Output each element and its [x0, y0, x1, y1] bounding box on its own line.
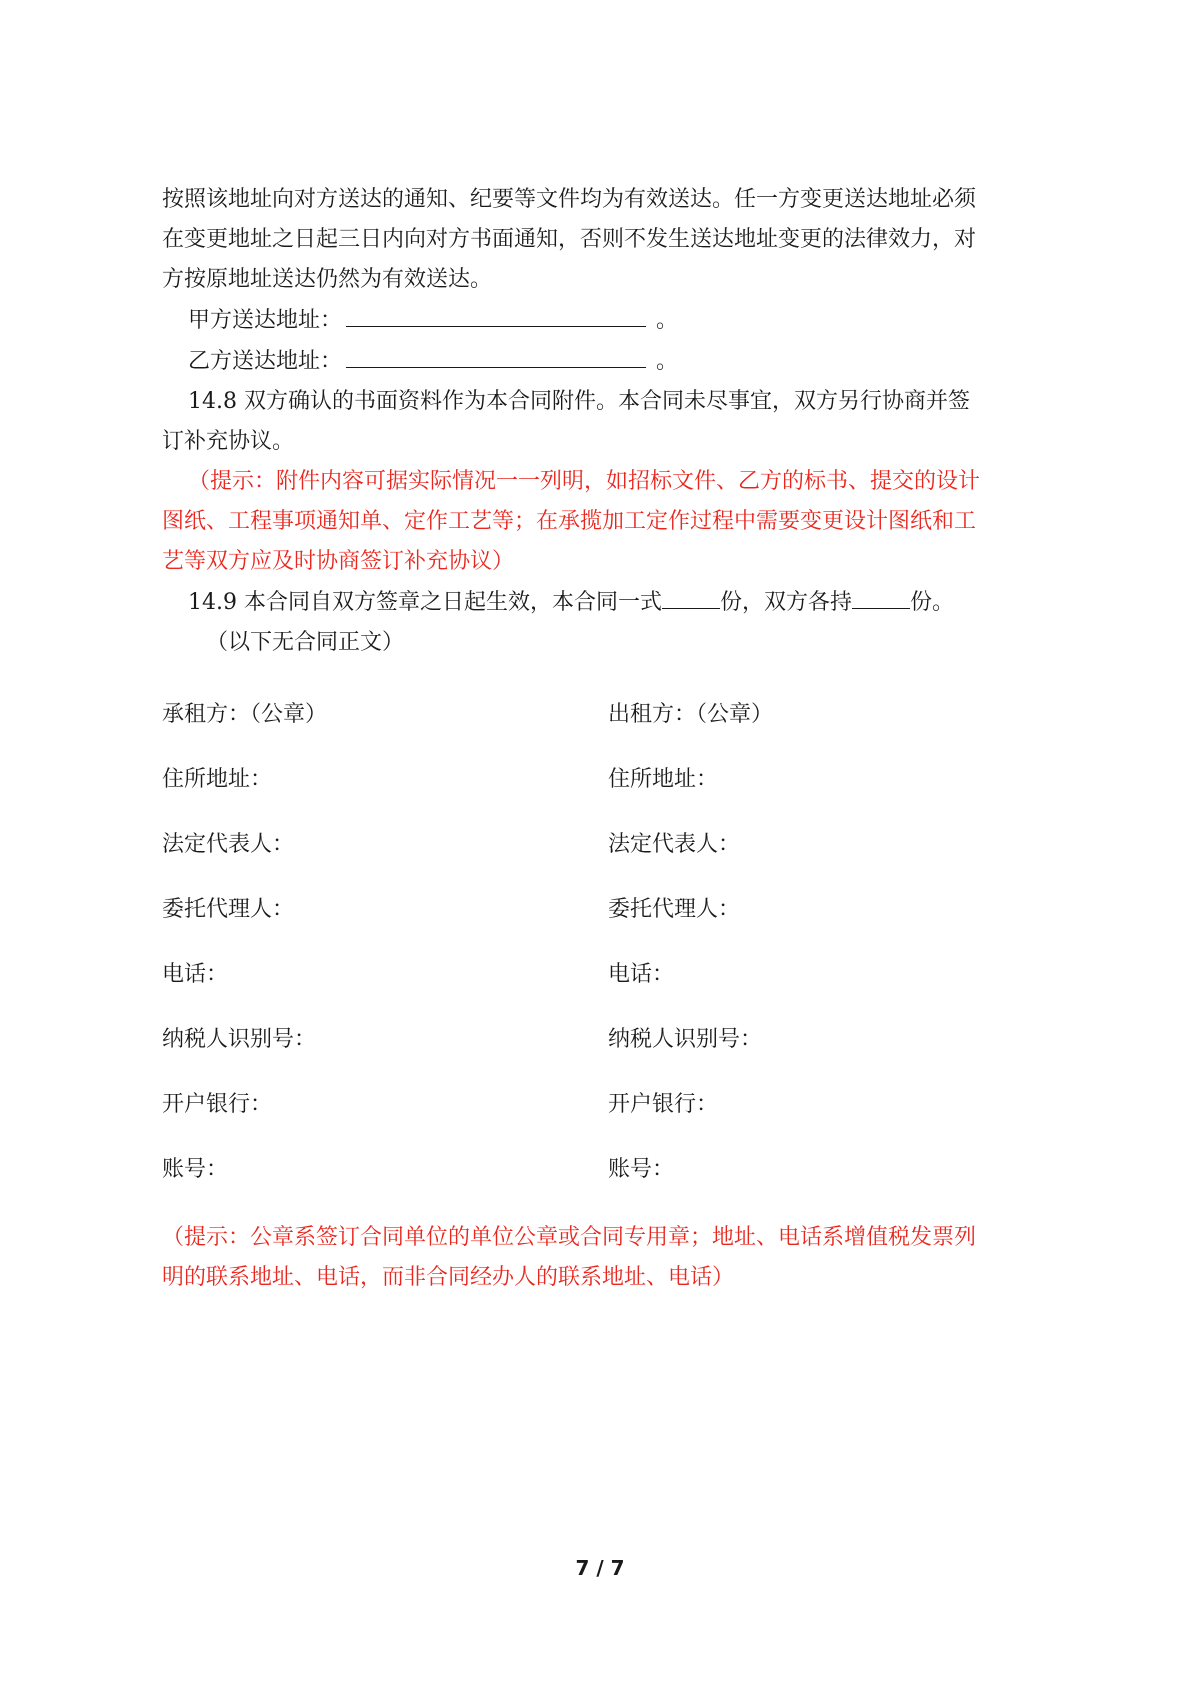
seal-hint [162, 1218, 1062, 1298]
lessee-address-label: 住所地址： [162, 767, 273, 792]
no-more-text-note: （以下无合同正文） [206, 630, 405, 655]
lessor-account-label: 账号： [608, 1157, 675, 1182]
lessee-account-label: 账号： [162, 1157, 229, 1182]
lessor-tax-id-label: 纳税人识别号： [608, 1027, 763, 1052]
copies-total-blank[interactable] [662, 582, 720, 609]
lessee-seal-label: 承租方：（公章） [162, 702, 328, 727]
clause-14-9-text-1: 14.9 本合同自双方签章之日起生效，本合同一式 [188, 590, 662, 615]
party-a-address-blank[interactable] [346, 300, 646, 327]
lessor-seal-label: 出租方：（公章） [608, 702, 774, 727]
signature-row [162, 830, 1062, 895]
lessee-agent-label: 委托代理人： [162, 897, 295, 922]
party-b-address-label: 乙方送达地址： [188, 349, 343, 374]
hint-line: 明的联系地址、电话，而非合同经办人的联系地址、电话） [162, 1265, 735, 1290]
hint-line: （提示：附件内容可据实际情况一一列明，如招标文件、乙方的标书、提交的设计 [188, 469, 981, 494]
party-b-address-blank[interactable] [346, 341, 646, 368]
period: 。 [656, 349, 679, 374]
clause-14-8-cont: 订补充协议。 [162, 429, 295, 454]
hint-line: （提示：公章系签订合同单位的单位公章或合同专用章；地址、电话系增值税发票列 [162, 1225, 977, 1250]
body-line: 按照该地址向对方送达的通知、纪要等文件均为有效送达。任一方变更送达地址必须 [162, 187, 977, 212]
clause-14-9 [162, 582, 1062, 623]
lessee-bank-label: 开户银行： [162, 1092, 273, 1117]
party-b-address-row [162, 341, 1062, 382]
lessee-legal-rep-label: 法定代表人： [162, 832, 295, 857]
hint-line: 图纸、工程事项通知单、定作工艺等；在承揽加工定作过程中需要变更设计图纸和工 [162, 509, 977, 534]
lessor-agent-label: 委托代理人： [608, 897, 741, 922]
signature-row [162, 700, 1062, 765]
party-a-address-row [162, 300, 1062, 341]
copies-each-blank[interactable] [852, 582, 910, 609]
lessor-address-label: 住所地址： [608, 767, 719, 792]
lessee-tax-id-label: 纳税人识别号： [162, 1027, 317, 1052]
signature-row [162, 1090, 1062, 1155]
lessor-legal-rep-label: 法定代表人： [608, 832, 741, 857]
signature-row [162, 960, 1062, 1025]
signature-row [162, 765, 1062, 830]
signature-row [162, 1025, 1062, 1090]
lessor-bank-label: 开户银行： [608, 1092, 719, 1117]
body-line: 在变更地址之日起三日内向对方书面通知，否则不发生送达地址变更的法律效力，对 [162, 227, 977, 252]
lessee-phone-label: 电话： [162, 962, 229, 987]
clause-14-8: 14.8 双方确认的书面资料作为本合同附件。本合同未尽事宜，双方另行协商并签 [188, 389, 970, 414]
lessor-phone-label: 电话： [608, 962, 675, 987]
signature-row [162, 895, 1062, 960]
clause-14-9-text-2: 份，双方各持 [719, 590, 852, 615]
contract-body [162, 180, 1062, 663]
party-a-address-label: 甲方送达地址： [188, 308, 343, 333]
page-number: 7 / 7 [575, 1556, 625, 1580]
signature-row [162, 1155, 1062, 1220]
body-line: 方按原地址送达仍然为有效送达。 [162, 267, 493, 292]
signature-block [162, 700, 1062, 1220]
period: 。 [656, 308, 679, 333]
clause-14-9-text-3: 份。 [910, 590, 955, 615]
hint-line: 艺等双方应及时协商签订补充协议） [162, 549, 515, 574]
